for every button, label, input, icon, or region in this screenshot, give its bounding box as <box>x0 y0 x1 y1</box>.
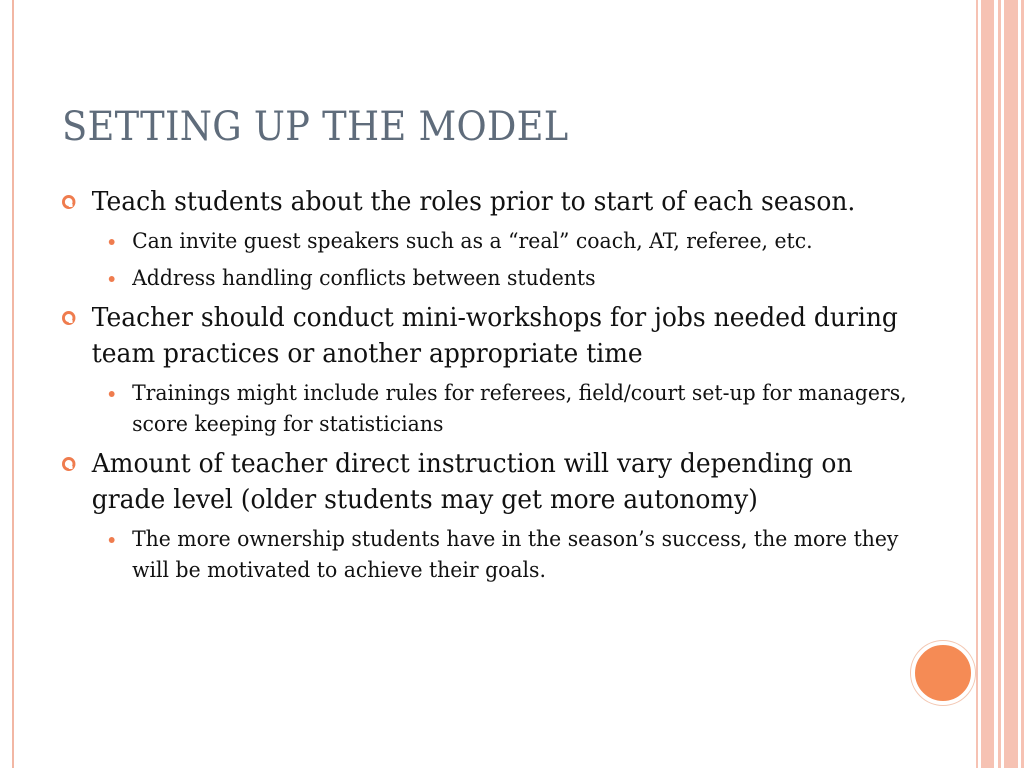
stripe <box>1004 0 1018 768</box>
dot-bullet-icon <box>109 391 115 397</box>
stripe <box>976 0 978 768</box>
dot-bullet-icon <box>109 537 115 543</box>
bullet-text: Amount of teacher direct instruction will vary depending on grade level (older students may get more autonomy) <box>91 449 853 515</box>
sub-bullet-text: Trainings might include rules for referees, field/court set-up for managers, score keeping for statisticians <box>132 381 907 436</box>
sub-bullet-text: Address handling conflicts between students <box>132 266 596 290</box>
left-border-line <box>12 0 14 768</box>
sub-bullet-text: The more ownership students have in the season’s success, the more they will be motivated to achieve their goals. <box>132 527 899 582</box>
decorative-orange-circle <box>911 641 975 705</box>
sub-bullet-item <box>102 263 927 294</box>
dot-bullet-icon <box>109 276 115 282</box>
stripe <box>998 0 1001 768</box>
bullet-item <box>62 300 916 372</box>
slide-body <box>62 184 952 592</box>
sub-bullet-item <box>102 378 927 440</box>
ring-bullet-icon <box>62 195 75 209</box>
sub-bullet-item <box>102 524 927 586</box>
bullet-text: Teach students about the roles prior to start of each season. <box>91 187 856 217</box>
sub-bullet-text: Can invite guest speakers such as a “real” coach, AT, referee, etc. <box>132 229 813 253</box>
bullet-item <box>62 184 916 220</box>
dot-bullet-icon <box>109 239 115 245</box>
right-decorative-stripes <box>976 0 1024 768</box>
ring-bullet-icon <box>62 311 75 325</box>
slide-title: SETTING UP THE MODEL <box>62 104 569 150</box>
bullet-text: Teacher should conduct mini-workshops for jobs needed during team practices or another appropriate time <box>91 303 898 369</box>
stripe <box>981 0 994 768</box>
bullet-item <box>62 446 916 518</box>
sub-bullet-item <box>102 226 927 257</box>
ring-bullet-icon <box>62 457 75 471</box>
